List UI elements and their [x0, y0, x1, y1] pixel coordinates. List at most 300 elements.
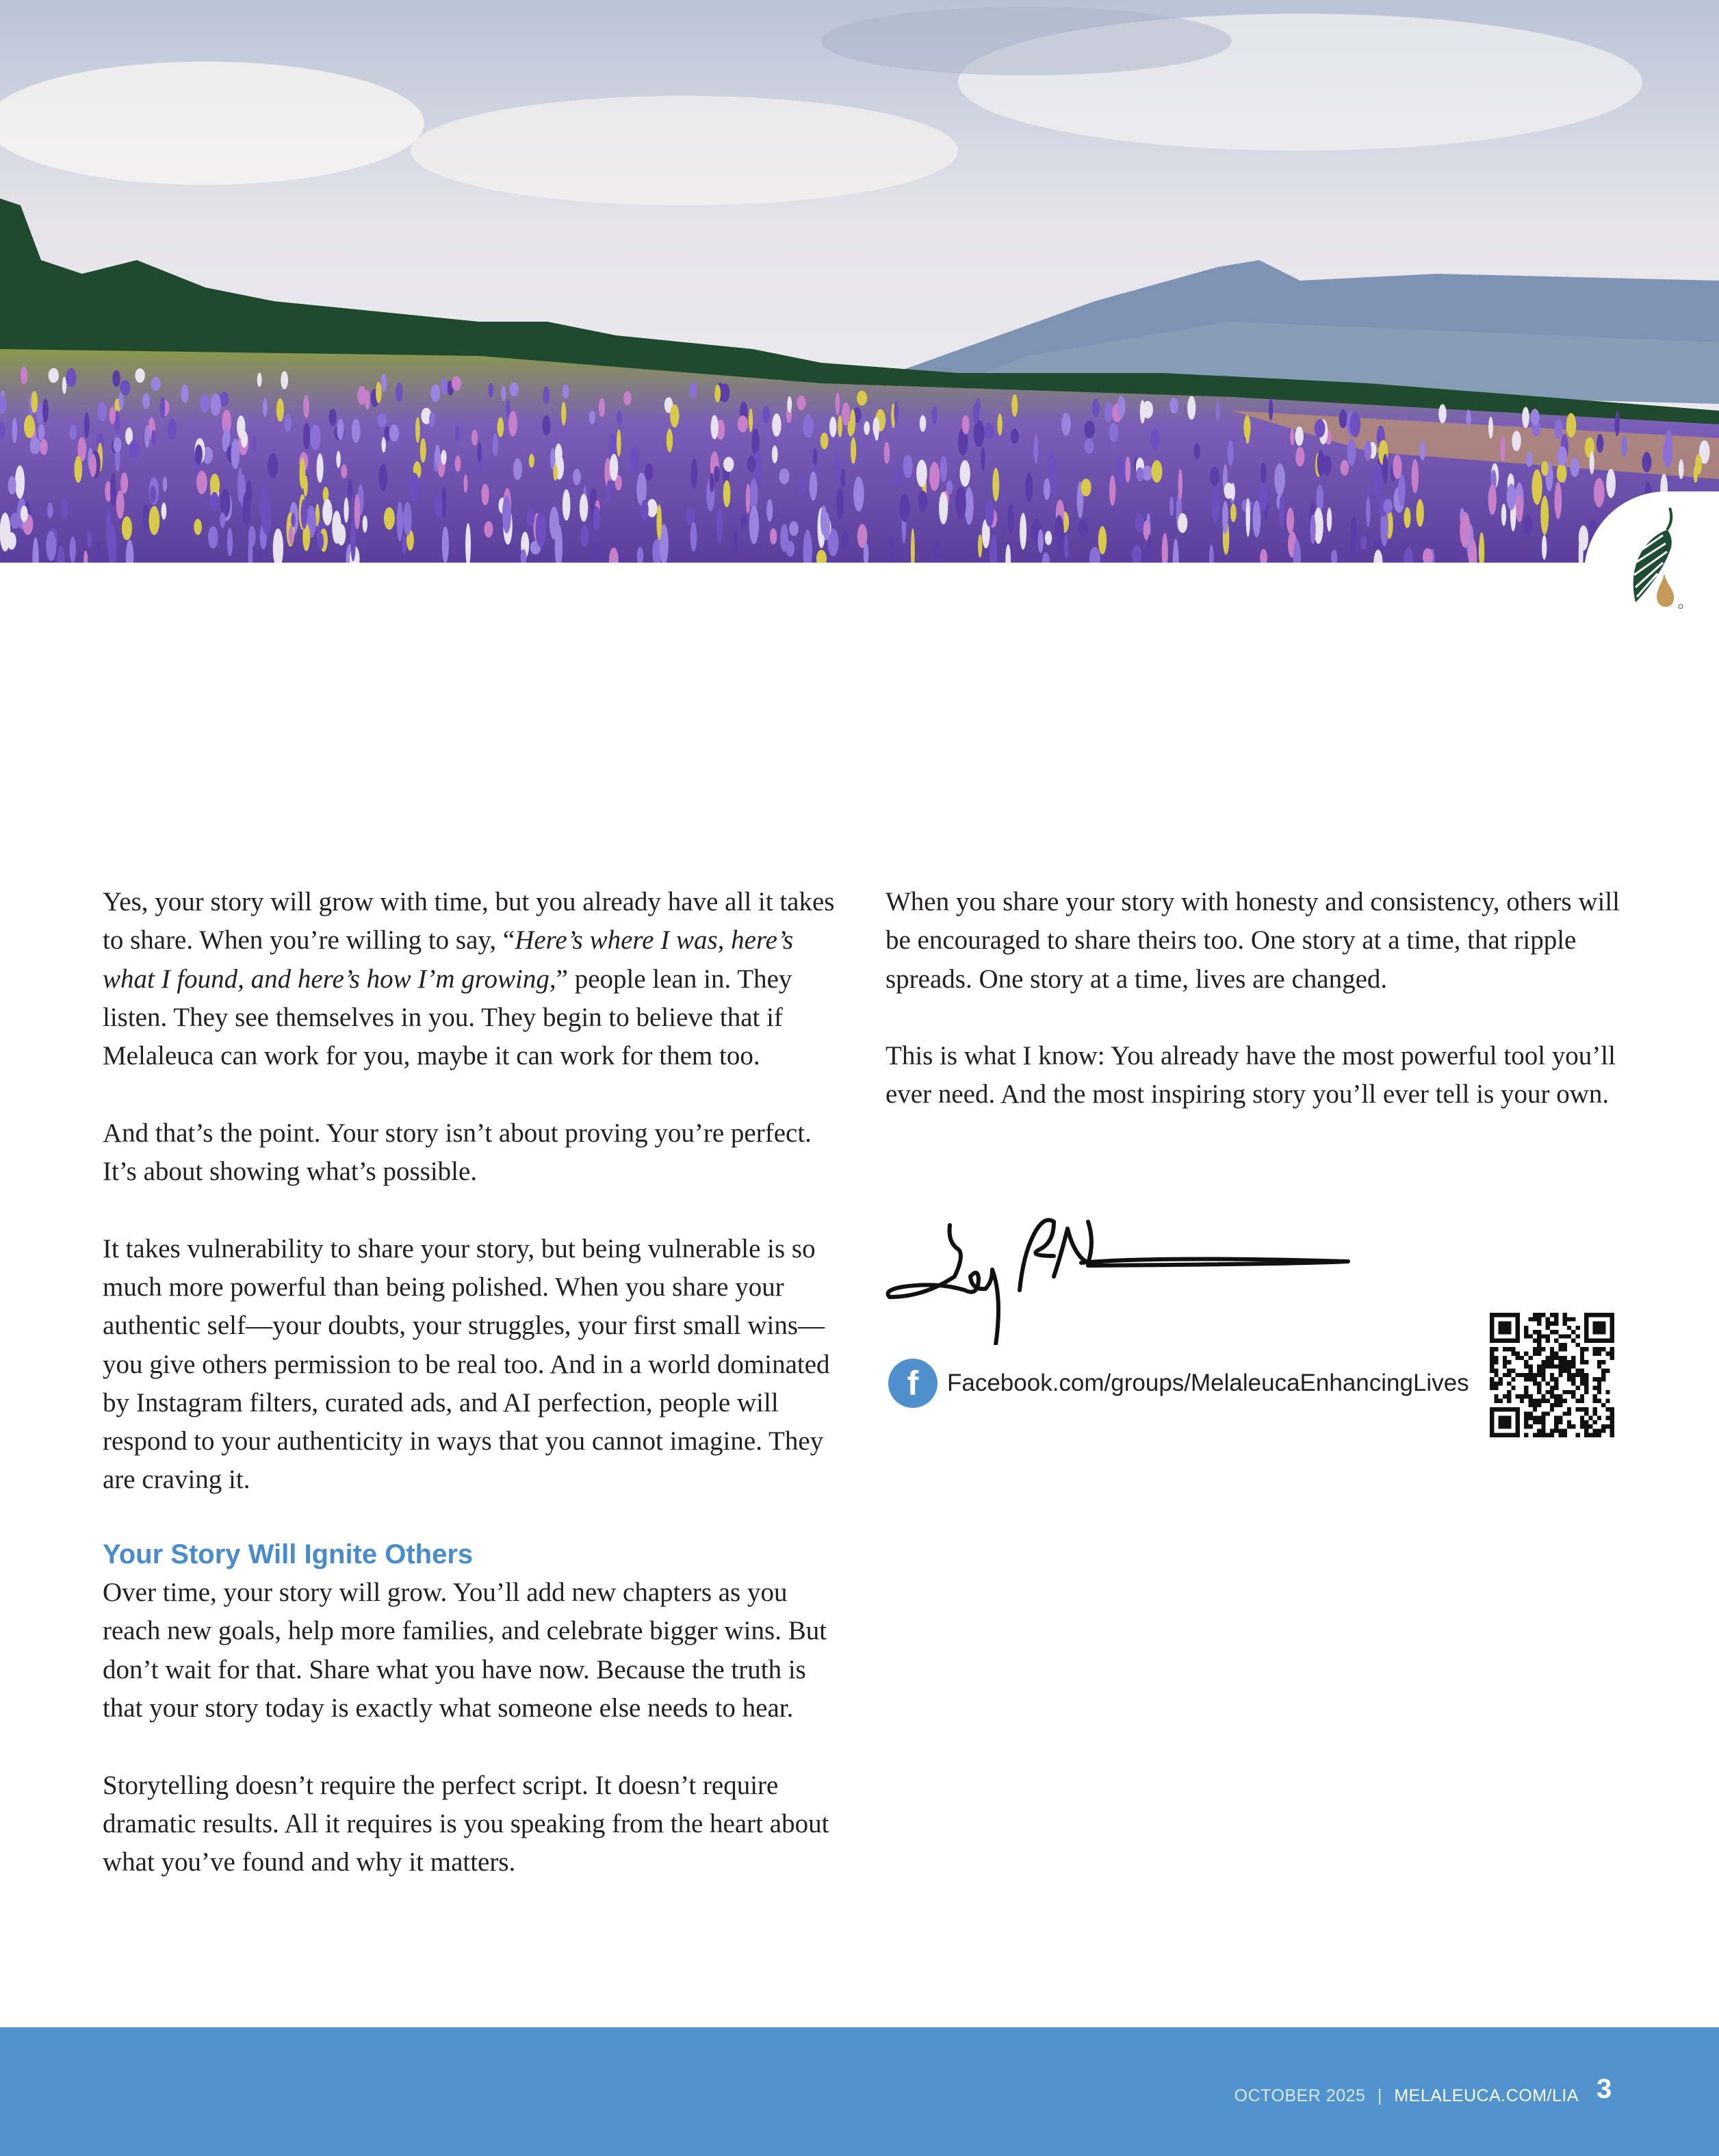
- flower: [749, 409, 753, 433]
- flower: [645, 463, 653, 481]
- flower: [848, 420, 854, 436]
- flower: [955, 487, 966, 520]
- flower: [1341, 460, 1349, 476]
- flower: [1084, 439, 1094, 454]
- flower: [90, 454, 96, 477]
- flower: [257, 372, 262, 387]
- flower: [397, 502, 403, 541]
- flower: [12, 418, 18, 444]
- flower: [998, 413, 1003, 436]
- flower: [960, 460, 970, 487]
- flower: [501, 386, 506, 401]
- flower: [452, 376, 461, 391]
- melaleuca-leaf-logo-icon: [1622, 506, 1697, 616]
- flower: [690, 522, 697, 552]
- flower: [376, 382, 382, 403]
- flower: [766, 499, 773, 522]
- flower: [97, 402, 107, 421]
- flower: [670, 405, 679, 428]
- flower: [1540, 496, 1549, 535]
- flower: [1011, 394, 1018, 417]
- flower: [300, 458, 306, 489]
- flower: [31, 391, 38, 413]
- right-column: [886, 883, 1631, 1153]
- footer-bar: [0, 2027, 1719, 2156]
- flower: [851, 437, 856, 464]
- flower: [789, 521, 799, 536]
- flower: [962, 415, 970, 435]
- flower: [741, 513, 747, 528]
- flower: [463, 474, 467, 493]
- flower: [573, 469, 581, 485]
- flower: [49, 368, 59, 383]
- flower: [1590, 452, 1594, 474]
- facebook-group-link[interactable]: [888, 1359, 1469, 1408]
- flower: [303, 423, 310, 450]
- flower: [289, 526, 294, 544]
- flower: [629, 447, 640, 473]
- flower: [435, 444, 440, 467]
- flower: [1140, 400, 1146, 423]
- flower: [1253, 500, 1261, 537]
- flower: [1269, 398, 1273, 420]
- paragraph: When you share your story with honesty and consistency, others will be encouraged to share theirs too. One story at a time, that ripple spreads. One story at a time, lives are changed.: [886, 887, 1620, 994]
- flower: [1347, 439, 1356, 465]
- flower: [442, 526, 449, 563]
- flower: [1117, 396, 1126, 418]
- flower: [276, 398, 284, 422]
- flower: [1150, 428, 1159, 449]
- flower: [1541, 461, 1549, 476]
- flower: [210, 492, 219, 511]
- flower: [382, 437, 386, 453]
- flower: [900, 493, 910, 522]
- flower: [1290, 428, 1294, 446]
- flower: [151, 377, 160, 391]
- flower: [1542, 535, 1547, 559]
- flower: [478, 441, 482, 463]
- flower: [714, 466, 719, 483]
- flower: [946, 480, 953, 495]
- flower: [799, 474, 806, 495]
- flower: [231, 439, 240, 470]
- flower: [144, 425, 150, 448]
- flower: [1178, 513, 1187, 533]
- flower: [263, 398, 267, 417]
- flower: [1210, 467, 1219, 487]
- flower: [337, 419, 344, 440]
- flower: [1420, 440, 1425, 461]
- page-number: 3: [1597, 2074, 1612, 2104]
- flower: [38, 424, 45, 440]
- signature: [883, 1201, 1355, 1345]
- flower: [656, 504, 662, 541]
- flower: [1327, 507, 1332, 531]
- flower: [1383, 499, 1393, 514]
- flower: [489, 383, 494, 398]
- flower: [1178, 469, 1182, 500]
- flower: [322, 499, 332, 526]
- flower: [1011, 428, 1019, 444]
- flower: [284, 414, 292, 432]
- flower: [1317, 450, 1325, 476]
- flower: [354, 494, 360, 530]
- flower: [441, 487, 446, 519]
- flower: [1412, 459, 1419, 493]
- flower: [1187, 396, 1195, 420]
- qr-code[interactable]: [1490, 1313, 1614, 1437]
- flower: [70, 424, 77, 440]
- flower: [441, 377, 448, 395]
- flower: [797, 396, 805, 411]
- flower: [481, 484, 489, 506]
- flower: [667, 428, 673, 452]
- flower: [1566, 413, 1577, 437]
- flower: [1360, 535, 1367, 550]
- flower: [610, 454, 619, 481]
- flower: [853, 476, 864, 511]
- flower: [985, 500, 994, 527]
- flower: [838, 415, 842, 437]
- flower: [484, 521, 493, 537]
- paragraph: It takes vulnerability to share your story, but being vulnerable is so much more powerful than being polished. When you share your authentic self—your doubts, your struggles, your first small wins—you give others permission to be real too. And in a world dominated by Instagram filters, curated ads, and AI perfection, people will respond to your authenticity in ways that you cannot imagine. They are craving it.: [103, 1233, 830, 1495]
- flower: [1501, 504, 1506, 526]
- flower: [329, 409, 337, 426]
- flower: [281, 371, 288, 389]
- flower: [268, 453, 278, 478]
- flower: [734, 530, 738, 552]
- flower: [493, 433, 498, 457]
- flower: [1404, 507, 1411, 528]
- flower: [714, 385, 721, 402]
- flower: [1522, 407, 1529, 428]
- flower: [746, 484, 751, 514]
- flower: [1193, 444, 1200, 459]
- flower: [690, 382, 697, 399]
- flower: [1615, 411, 1620, 436]
- flower: [543, 387, 550, 405]
- flower: [29, 437, 40, 454]
- flower: [929, 462, 940, 491]
- flower: [894, 401, 899, 424]
- flower: [365, 390, 370, 409]
- flower: [623, 391, 632, 405]
- hero-landscape-image: [0, 0, 1719, 563]
- flower: [1500, 436, 1505, 462]
- flower: [738, 415, 748, 433]
- flower: [402, 535, 406, 555]
- flower: [142, 504, 148, 532]
- flower: [116, 490, 125, 519]
- flower: [509, 382, 518, 396]
- flower: [1222, 501, 1228, 535]
- flower: [344, 498, 348, 523]
- flower: [1245, 424, 1250, 444]
- flower: [1365, 441, 1372, 461]
- flower: [1295, 426, 1303, 446]
- flower: [779, 468, 790, 484]
- flower: [75, 456, 83, 483]
- flower: [62, 376, 66, 394]
- flower: [1115, 457, 1125, 485]
- flower: [1034, 434, 1039, 464]
- flower: [723, 480, 731, 507]
- flower: [563, 489, 571, 521]
- flower: [1531, 409, 1540, 425]
- flower: [7, 532, 16, 550]
- flower: [772, 413, 781, 437]
- flower: [981, 447, 985, 471]
- flower: [1417, 499, 1424, 526]
- flower: [352, 419, 361, 443]
- flower: [135, 368, 144, 383]
- flower: [348, 479, 352, 500]
- flower: [884, 442, 890, 464]
- flower: [580, 525, 589, 548]
- flower: [1137, 467, 1144, 482]
- flower: [770, 528, 777, 545]
- flower: [1606, 469, 1616, 498]
- flower: [455, 455, 461, 472]
- flower: [841, 530, 849, 550]
- flower: [415, 417, 420, 443]
- flower: [1169, 496, 1174, 516]
- flower: [114, 437, 122, 452]
- flower: [716, 509, 723, 543]
- flower: [1078, 519, 1088, 537]
- flower: [112, 370, 120, 387]
- flower: [1594, 478, 1605, 507]
- flower: [931, 406, 937, 424]
- flower: [210, 394, 220, 416]
- flower: [840, 468, 845, 487]
- flower: [120, 380, 130, 395]
- flower: [903, 454, 913, 478]
- flower: [1466, 409, 1471, 426]
- flower: [1261, 463, 1267, 483]
- flower: [381, 374, 387, 392]
- flower: [916, 460, 927, 487]
- flower: [1694, 466, 1698, 483]
- flower: [1169, 398, 1178, 414]
- flower: [151, 430, 156, 446]
- flower: [711, 415, 719, 439]
- paragraph: Over time, your story will grow. You’ll add new chapters as you reach new goals, help more families, and celebrate bigger wins. But don’t wait for that. Share what you have now. Because the truth is that your story today is exactly what someone else needs to hear.: [103, 1578, 827, 1723]
- flower: [1316, 485, 1323, 511]
- issue-date: OCTOBER 2025: [1234, 2086, 1366, 2105]
- flower: [1230, 504, 1237, 522]
- flower: [150, 485, 156, 502]
- flower: [363, 515, 367, 532]
- flower: [690, 458, 697, 489]
- flower: [1020, 513, 1026, 550]
- flower: [497, 418, 504, 437]
- flower: [46, 530, 56, 561]
- flower: [864, 421, 870, 435]
- flower: [553, 464, 558, 480]
- flower: [1382, 454, 1388, 484]
- flower: [972, 403, 979, 424]
- flower: [350, 520, 356, 561]
- flower: [303, 395, 309, 418]
- flower: [810, 472, 817, 501]
- flower: [1393, 454, 1401, 478]
- facebook-url[interactable]: Facebook.com/groups/MelaleucaEnhancingLives: [947, 1370, 1469, 1396]
- flower: [122, 516, 132, 540]
- flower: [939, 491, 948, 524]
- flower: [589, 410, 595, 424]
- flower: [341, 464, 347, 478]
- flower: [1224, 483, 1233, 499]
- flower: [61, 498, 68, 519]
- flower: [10, 513, 21, 529]
- flower: [1045, 531, 1052, 546]
- flower: [336, 451, 340, 468]
- flower: [836, 488, 844, 520]
- flower: [1081, 478, 1091, 496]
- flower: [384, 507, 395, 530]
- flower: [70, 537, 76, 563]
- flower: [829, 417, 836, 437]
- flower: [1044, 478, 1050, 500]
- flower: [1438, 404, 1446, 423]
- paragraph-text: Yes, your story will grow with time, but you already have all it takes to share. When you’re willing to say, “: [103, 887, 835, 955]
- flower: [599, 398, 605, 417]
- website-link[interactable]: MELALEUCA.COM/LIA: [1394, 2086, 1579, 2105]
- flower: [1211, 487, 1220, 522]
- left-column: [103, 883, 838, 1882]
- flower: [248, 526, 256, 546]
- flower: [1143, 520, 1150, 539]
- flower: [617, 429, 621, 457]
- flower: [8, 476, 16, 494]
- flower: [1373, 463, 1382, 496]
- flower: [747, 455, 755, 472]
- flower: [1084, 421, 1095, 439]
- footer-info: [1235, 2086, 1579, 2106]
- flower: [389, 424, 399, 441]
- flower: [974, 420, 985, 447]
- flower: [1135, 513, 1144, 531]
- flower: [834, 454, 839, 482]
- flower: [1246, 498, 1250, 537]
- flower: [561, 402, 566, 426]
- flower: [1287, 508, 1294, 534]
- flower: [222, 433, 229, 452]
- section-heading: Your Story Will Ignite Others: [103, 1539, 474, 1570]
- flower: [502, 496, 511, 534]
- flower: [1488, 417, 1493, 439]
- flower: [1339, 409, 1347, 428]
- flower: [857, 391, 867, 406]
- flower: [429, 412, 435, 428]
- flower: [1557, 464, 1566, 483]
- flower: [1038, 529, 1044, 553]
- flower: [220, 513, 225, 528]
- flower: [1554, 420, 1562, 439]
- flower: [992, 467, 999, 501]
- flower: [120, 472, 128, 493]
- flower: [149, 506, 160, 535]
- flower: [409, 473, 419, 502]
- flower: [563, 384, 569, 398]
- flower: [749, 506, 759, 544]
- flower: [1349, 411, 1360, 437]
- flower: [1642, 452, 1651, 472]
- flower: [160, 397, 166, 419]
- flower: [723, 457, 734, 472]
- flower: [471, 430, 478, 446]
- flower: [1109, 423, 1119, 442]
- flower: [641, 500, 649, 520]
- footer-separator: |: [1377, 2086, 1382, 2105]
- flower: [1258, 480, 1268, 511]
- flower: [1516, 493, 1523, 523]
- flower: [813, 448, 817, 465]
- flower: [42, 398, 49, 422]
- paragraph: [103, 883, 838, 1075]
- flower: [200, 394, 209, 413]
- italic-quote: Here’s where I was, here’s what I found, and here’s how I’m growing,: [103, 925, 794, 994]
- flower: [762, 406, 770, 423]
- paragraph-text: ” people lean in. They listen. They see themselves in you. They begin to believe that if Melaleuca can work for you, maybe it can work for them too.: [103, 964, 792, 1071]
- flower: [319, 533, 324, 550]
- flower: [1315, 419, 1326, 437]
- paragraph: And that’s the point. Your story isn’t about proving you’re perfect. It’s about showing what’s possible.: [103, 1118, 812, 1187]
- flower: [1064, 535, 1068, 559]
- flower: [161, 502, 167, 519]
- flower: [317, 453, 324, 483]
- flower: [24, 415, 35, 438]
- flower: [1055, 515, 1064, 550]
- flower: [1557, 446, 1567, 465]
- flower: [1570, 458, 1579, 477]
- flower: [1507, 483, 1516, 510]
- flower: [66, 368, 76, 387]
- flower: [513, 458, 522, 480]
- flower: [1274, 463, 1285, 496]
- flower: [194, 519, 202, 535]
- flower: [420, 438, 426, 463]
- flower: [1621, 435, 1627, 457]
- flower: [823, 512, 830, 540]
- flower: [291, 513, 296, 527]
- flower: [87, 531, 92, 548]
- flower: [1008, 504, 1014, 534]
- flower: [110, 473, 116, 506]
- flower: [163, 476, 167, 491]
- flower: [1555, 482, 1562, 519]
- flower: [1679, 459, 1683, 479]
- flower: [920, 415, 926, 432]
- flower: [1366, 496, 1370, 527]
- flower: [261, 502, 272, 535]
- flower: [21, 506, 28, 522]
- flower: [1098, 526, 1107, 554]
- flower: [617, 410, 622, 426]
- flower: [15, 465, 25, 499]
- paragraph: Storytelling doesn’t require the perfect script. It doesn’t require dramatic results. All it requires is you speaking from the heart about what you’ve found and why it matters.: [103, 1770, 829, 1877]
- flower: [168, 419, 177, 440]
- flower: [1512, 431, 1521, 451]
- flower: [241, 431, 248, 448]
- flower: [508, 411, 517, 437]
- flower: [1216, 401, 1220, 421]
- flower: [1531, 470, 1542, 504]
- flower: [1488, 485, 1497, 515]
- flower: [109, 407, 116, 424]
- flower: [441, 450, 447, 465]
